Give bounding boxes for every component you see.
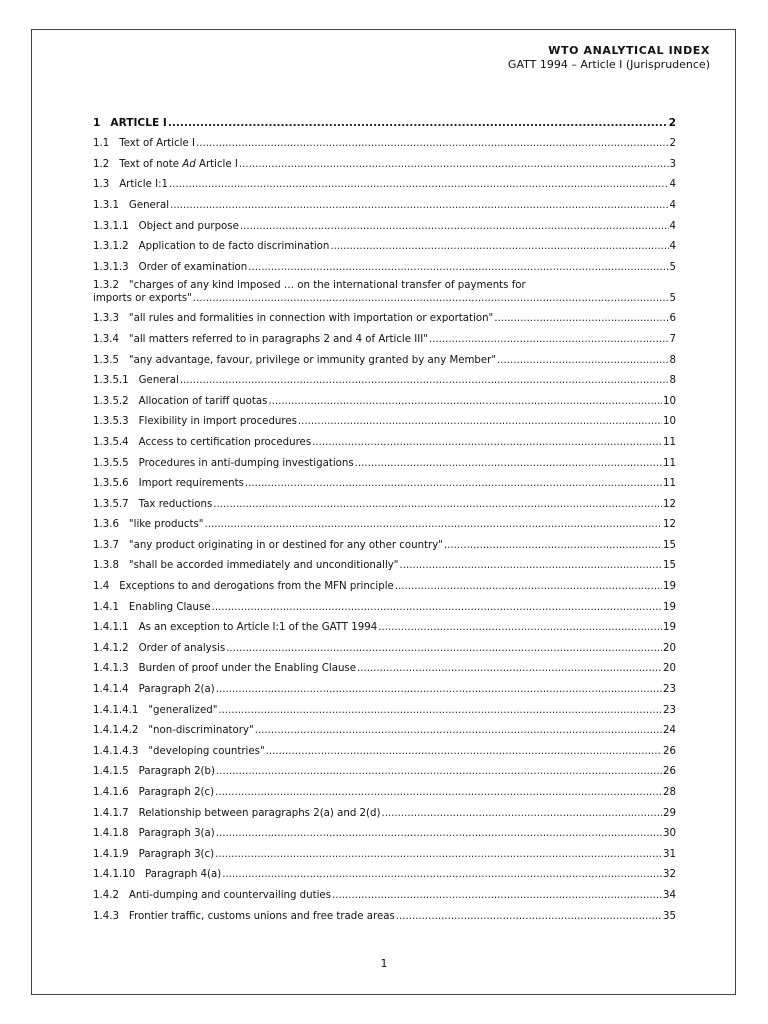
toc-entry-number: 1.4.1.2: [93, 642, 129, 654]
toc-entry[interactable]: [93, 840, 676, 861]
toc-entry[interactable]: [93, 902, 676, 923]
toc-entry-number: 1.3.1: [93, 199, 119, 211]
toc-entry-title: "all matters referred to in paragraphs 2 and 4 of Article III": [128, 333, 428, 345]
toc-entry-title: Frontier traffic, customs unions and free trade areas: [128, 910, 395, 922]
toc-entry-title: Allocation of tariff quotas: [138, 395, 268, 407]
toc-entry-title: Exceptions to and derogations from the MFN principle: [119, 581, 394, 593]
toc-entry[interactable]: [93, 778, 676, 799]
dot-leader: [222, 868, 662, 881]
toc-entry-number: 1.4.1.7: [93, 807, 129, 819]
toc-entry-page: 32: [663, 869, 676, 881]
toc-entry-title: Text of note Ad Article I: [119, 158, 238, 170]
toc-entry-page: 31: [663, 848, 676, 860]
toc-entry[interactable]: [93, 675, 676, 696]
toc-entry-number: 1.3.5.3: [93, 416, 129, 428]
toc-entry-page: 23: [663, 704, 676, 716]
toc-entry-number: 1.3.3: [93, 313, 119, 325]
dot-leader: [381, 807, 662, 820]
toc-entry-title: "charges of any kind imposed … on the international transfer of payments for: [128, 279, 526, 291]
toc-entry-page: 19: [663, 581, 676, 593]
dot-leader: [218, 704, 662, 717]
dot-leader: [240, 220, 669, 233]
toc-entry-number: 1.3.1.3: [93, 261, 129, 273]
toc-entry-page: 6: [669, 313, 676, 325]
toc-entry[interactable]: [93, 572, 676, 593]
dot-leader: [494, 312, 668, 325]
dot-leader: [255, 724, 662, 737]
toc-entry-number: 1.3.5.2: [93, 395, 129, 407]
toc-entry[interactable]: [93, 130, 676, 151]
toc-entry-page: 20: [663, 663, 676, 675]
toc-entry-number: 1.3.5.4: [93, 436, 129, 448]
toc-entry-page: 4: [669, 241, 676, 253]
toc-entry-title-continued: imports or exports": [93, 292, 192, 304]
toc-entry[interactable]: [93, 408, 676, 429]
toc-entry[interactable]: [93, 696, 676, 717]
dot-leader: [216, 683, 662, 696]
toc-entry-number: 1.4.1.4.3: [93, 745, 139, 757]
dot-leader: [330, 240, 668, 253]
toc-entry-title: Tax reductions: [138, 498, 213, 510]
toc-entry-title: Paragraph 3(a): [138, 828, 215, 840]
toc-entry-page: 15: [663, 539, 676, 551]
toc-entry-page: 2: [668, 116, 676, 129]
page-number: 1: [380, 957, 388, 970]
header-title: WTO ANALYTICAL INDEX: [548, 44, 710, 57]
dot-leader: [196, 137, 668, 150]
toc-entry-number: 1.2: [93, 158, 110, 170]
dot-leader: [245, 477, 662, 490]
toc-entry[interactable]: [93, 191, 676, 212]
toc-entry-number: 1.3.7: [93, 539, 119, 551]
toc-entry-page: 26: [663, 766, 676, 778]
toc-entry-page: 10: [663, 416, 676, 428]
toc-entry-number: 1.3.5.7: [93, 498, 129, 510]
dot-leader: [429, 333, 669, 346]
toc-entry[interactable]: [93, 552, 676, 573]
dot-leader: [400, 559, 663, 572]
toc-entry-title: Procedures in anti-dumping investigations: [138, 457, 354, 469]
toc-entry-page: 15: [663, 560, 676, 572]
toc-entry-title: Paragraph 2(c): [138, 787, 215, 798]
toc-entry[interactable]: [93, 614, 676, 635]
toc-entry-page: 29: [663, 807, 676, 819]
toc-entry-title: General: [138, 375, 179, 387]
toc-entry-page: 2: [669, 138, 676, 150]
toc-entry-page: 10: [663, 395, 676, 407]
toc-entry[interactable]: [93, 274, 676, 305]
toc-entry-title: Relationship between paragraphs 2(a) and 2(d): [138, 807, 381, 819]
toc-entry[interactable]: [93, 428, 676, 449]
dot-leader: [378, 621, 662, 634]
toc-entry-number: 1.4.3: [93, 910, 119, 922]
dot-leader: [216, 765, 662, 778]
dot-leader: [268, 395, 662, 408]
dot-leader: [396, 910, 662, 923]
dot-leader: [170, 199, 668, 212]
toc-entry-title: General: [128, 199, 170, 211]
toc-entry-title: Order of analysis: [138, 642, 226, 654]
toc-entry-title: "any advantage, favour, privilege or immunity granted by any Member": [128, 354, 497, 366]
toc-entry[interactable]: [93, 655, 676, 676]
toc-entry-page: 19: [663, 601, 676, 613]
toc-entry-page: 7: [669, 333, 676, 345]
toc-entry-page: 8: [669, 354, 676, 366]
dot-leader: [266, 745, 662, 758]
toc-entry-title: ARTICLE I: [110, 116, 167, 129]
dot-leader: [444, 539, 662, 552]
toc-entry-page: 26: [663, 745, 676, 757]
toc-entry[interactable]: [93, 367, 676, 388]
toc-entry[interactable]: [93, 109, 676, 130]
toc-entry-title: "all rules and formalities in connection with importation or exportation": [128, 313, 494, 325]
toc-entry-page: 34: [663, 889, 676, 901]
dot-leader: [239, 158, 669, 171]
toc-entry[interactable]: [93, 737, 676, 758]
toc-entry-number: 1.4.1.4: [93, 684, 129, 696]
toc-entry-title: "shall be accorded immediately and unconditionally": [128, 560, 399, 572]
toc-entry-number: 1.3.5: [93, 354, 119, 366]
toc-entry-title: Paragraph 2(b): [138, 766, 215, 778]
toc-entry[interactable]: [93, 387, 676, 408]
toc-entry-title: Paragraph 4(a): [145, 869, 222, 881]
toc-entry[interactable]: [93, 634, 676, 655]
dot-leader: [212, 601, 662, 614]
toc-entry-page: 4: [669, 199, 676, 211]
dot-leader: [248, 261, 668, 274]
toc-entry-number: 1.3: [93, 179, 110, 191]
toc-entry-page: 11: [663, 457, 676, 469]
dot-leader: [215, 786, 662, 799]
toc-entry[interactable]: [93, 150, 676, 171]
toc-entry[interactable]: [93, 717, 676, 738]
toc-entry-title: "any product originating in or destined for any other country": [128, 539, 443, 551]
toc-entry-number: 1.3.1.2: [93, 241, 129, 253]
toc-entry[interactable]: [93, 490, 676, 511]
toc-entry-number: 1.4.1.4.2: [93, 725, 139, 737]
toc-entry-page: 11: [663, 478, 676, 490]
toc-entry-number: 1.4.1.5: [93, 766, 129, 778]
dot-leader: [213, 498, 662, 511]
dot-leader: [357, 662, 662, 675]
toc-entry[interactable]: [93, 346, 676, 367]
toc-entry-number: 1: [93, 116, 101, 129]
toc-entry-title: Access to certification procedures: [138, 436, 312, 448]
toc-entry-number: 1.3.6: [93, 519, 119, 531]
toc-entry-title: Enabling Clause: [128, 601, 211, 613]
dot-leader: [193, 292, 669, 305]
toc-entry-title: As an exception to Article I:1 of the GATT 1994: [138, 622, 378, 634]
dot-leader: [168, 117, 668, 130]
table-of-contents: [93, 109, 676, 923]
toc-entry-number: 1.4: [93, 581, 110, 593]
toc-entry-title: Article I:1: [119, 179, 169, 191]
toc-entry-page: 5: [669, 261, 676, 273]
toc-entry-number: 1.4.1.8: [93, 828, 129, 840]
toc-entry-title: Application to de facto discrimination: [138, 241, 330, 253]
toc-entry-page: 24: [663, 725, 676, 737]
toc-entry-page: 8: [669, 375, 676, 387]
toc-entry[interactable]: [93, 861, 676, 882]
toc-entry-number: 1.3.8: [93, 560, 119, 572]
toc-entry[interactable]: [93, 820, 676, 841]
toc-entry-title: Text of Article I: [119, 138, 196, 150]
toc-entry-page: 4: [669, 220, 676, 232]
dot-leader: [215, 848, 662, 861]
toc-entry-title: Burden of proof under the Enabling Clause: [138, 663, 356, 675]
toc-entry[interactable]: [93, 758, 676, 779]
toc-entry-number: 1.3.2: [93, 279, 119, 291]
toc-entry-title: Import requirements: [138, 478, 244, 490]
toc-entry-page: 35: [663, 910, 676, 922]
toc-entry-page: 12: [663, 498, 676, 510]
toc-entry[interactable]: [93, 511, 676, 532]
toc-entry[interactable]: [93, 171, 676, 192]
toc-entry[interactable]: [93, 470, 676, 491]
dot-leader: [298, 415, 662, 428]
toc-entry-number: 1.4.1.1: [93, 622, 129, 634]
toc-entry-page: 11: [663, 436, 676, 448]
dot-leader: [332, 889, 662, 902]
toc-entry[interactable]: [93, 212, 676, 233]
toc-entry-page: 30: [663, 828, 676, 840]
toc-entry[interactable]: [93, 325, 676, 346]
toc-entry-number: 1.4.1.9: [93, 848, 129, 860]
toc-entry-page: 19: [663, 622, 676, 634]
toc-entry[interactable]: [93, 305, 676, 326]
toc-entry-number: 1.4.1.10: [93, 869, 136, 881]
toc-entry-number: 1.1: [93, 138, 110, 150]
toc-entry-page: 23: [663, 684, 676, 696]
toc-entry-title: Order of examination: [138, 261, 248, 273]
toc-entry-number: 1.3.4: [93, 333, 119, 345]
toc-entry-number: 1.4.1.3: [93, 663, 129, 675]
toc-entry[interactable]: [93, 881, 676, 902]
dot-leader: [169, 178, 668, 191]
toc-entry-page: 5: [669, 292, 676, 304]
dot-leader: [395, 580, 662, 593]
dot-leader: [180, 374, 669, 387]
toc-entry-page: 20: [663, 642, 676, 654]
toc-entry-title: Paragraph 3(c): [138, 848, 215, 860]
toc-entry-title: Paragraph 2(a): [138, 684, 215, 696]
toc-entry-title: Anti-dumping and countervailing duties: [128, 889, 332, 901]
toc-entry-number: 1.3.5.1: [93, 375, 129, 387]
toc-entry[interactable]: [93, 233, 676, 254]
toc-entry-number: 1.4.2: [93, 889, 119, 901]
toc-entry-title: "developing countries": [148, 745, 265, 757]
toc-entry-number: 1.3.5.6: [93, 478, 129, 490]
toc-entry-title: Flexibility in import procedures: [138, 416, 297, 428]
toc-entry-number: 1.3.5.5: [93, 457, 129, 469]
toc-entry-title: "non-discriminatory": [148, 725, 254, 737]
dot-leader: [355, 457, 662, 470]
toc-entry-page: 3: [669, 158, 676, 170]
dot-leader: [205, 518, 663, 531]
toc-entry-title: Object and purpose: [138, 220, 239, 232]
running-header: [508, 44, 710, 72]
dot-leader: [312, 436, 662, 449]
header-subtitle: GATT 1994 – Article I (Jurisprudence): [507, 58, 710, 71]
toc-entry-number: 1.4.1.6: [93, 787, 129, 798]
toc-entry-page: 28: [663, 787, 676, 798]
toc-entry-title: "generalized": [148, 704, 218, 716]
toc-entry[interactable]: [93, 253, 676, 274]
toc-entry-page: 12: [663, 519, 676, 531]
dot-leader: [226, 642, 662, 655]
toc-entry[interactable]: [93, 593, 676, 614]
toc-entry[interactable]: [93, 799, 676, 820]
dot-leader: [216, 827, 662, 840]
toc-entry-number: 1.4.1.4.1: [93, 704, 139, 716]
toc-entry-number: 1.3.1.1: [93, 220, 129, 232]
toc-entry-title: "like products": [128, 519, 204, 531]
dot-leader: [497, 354, 668, 367]
toc-entry-page: 4: [669, 179, 676, 191]
toc-entry[interactable]: [93, 449, 676, 470]
toc-entry-number: 1.4.1: [93, 601, 119, 613]
toc-entry[interactable]: [93, 531, 676, 552]
